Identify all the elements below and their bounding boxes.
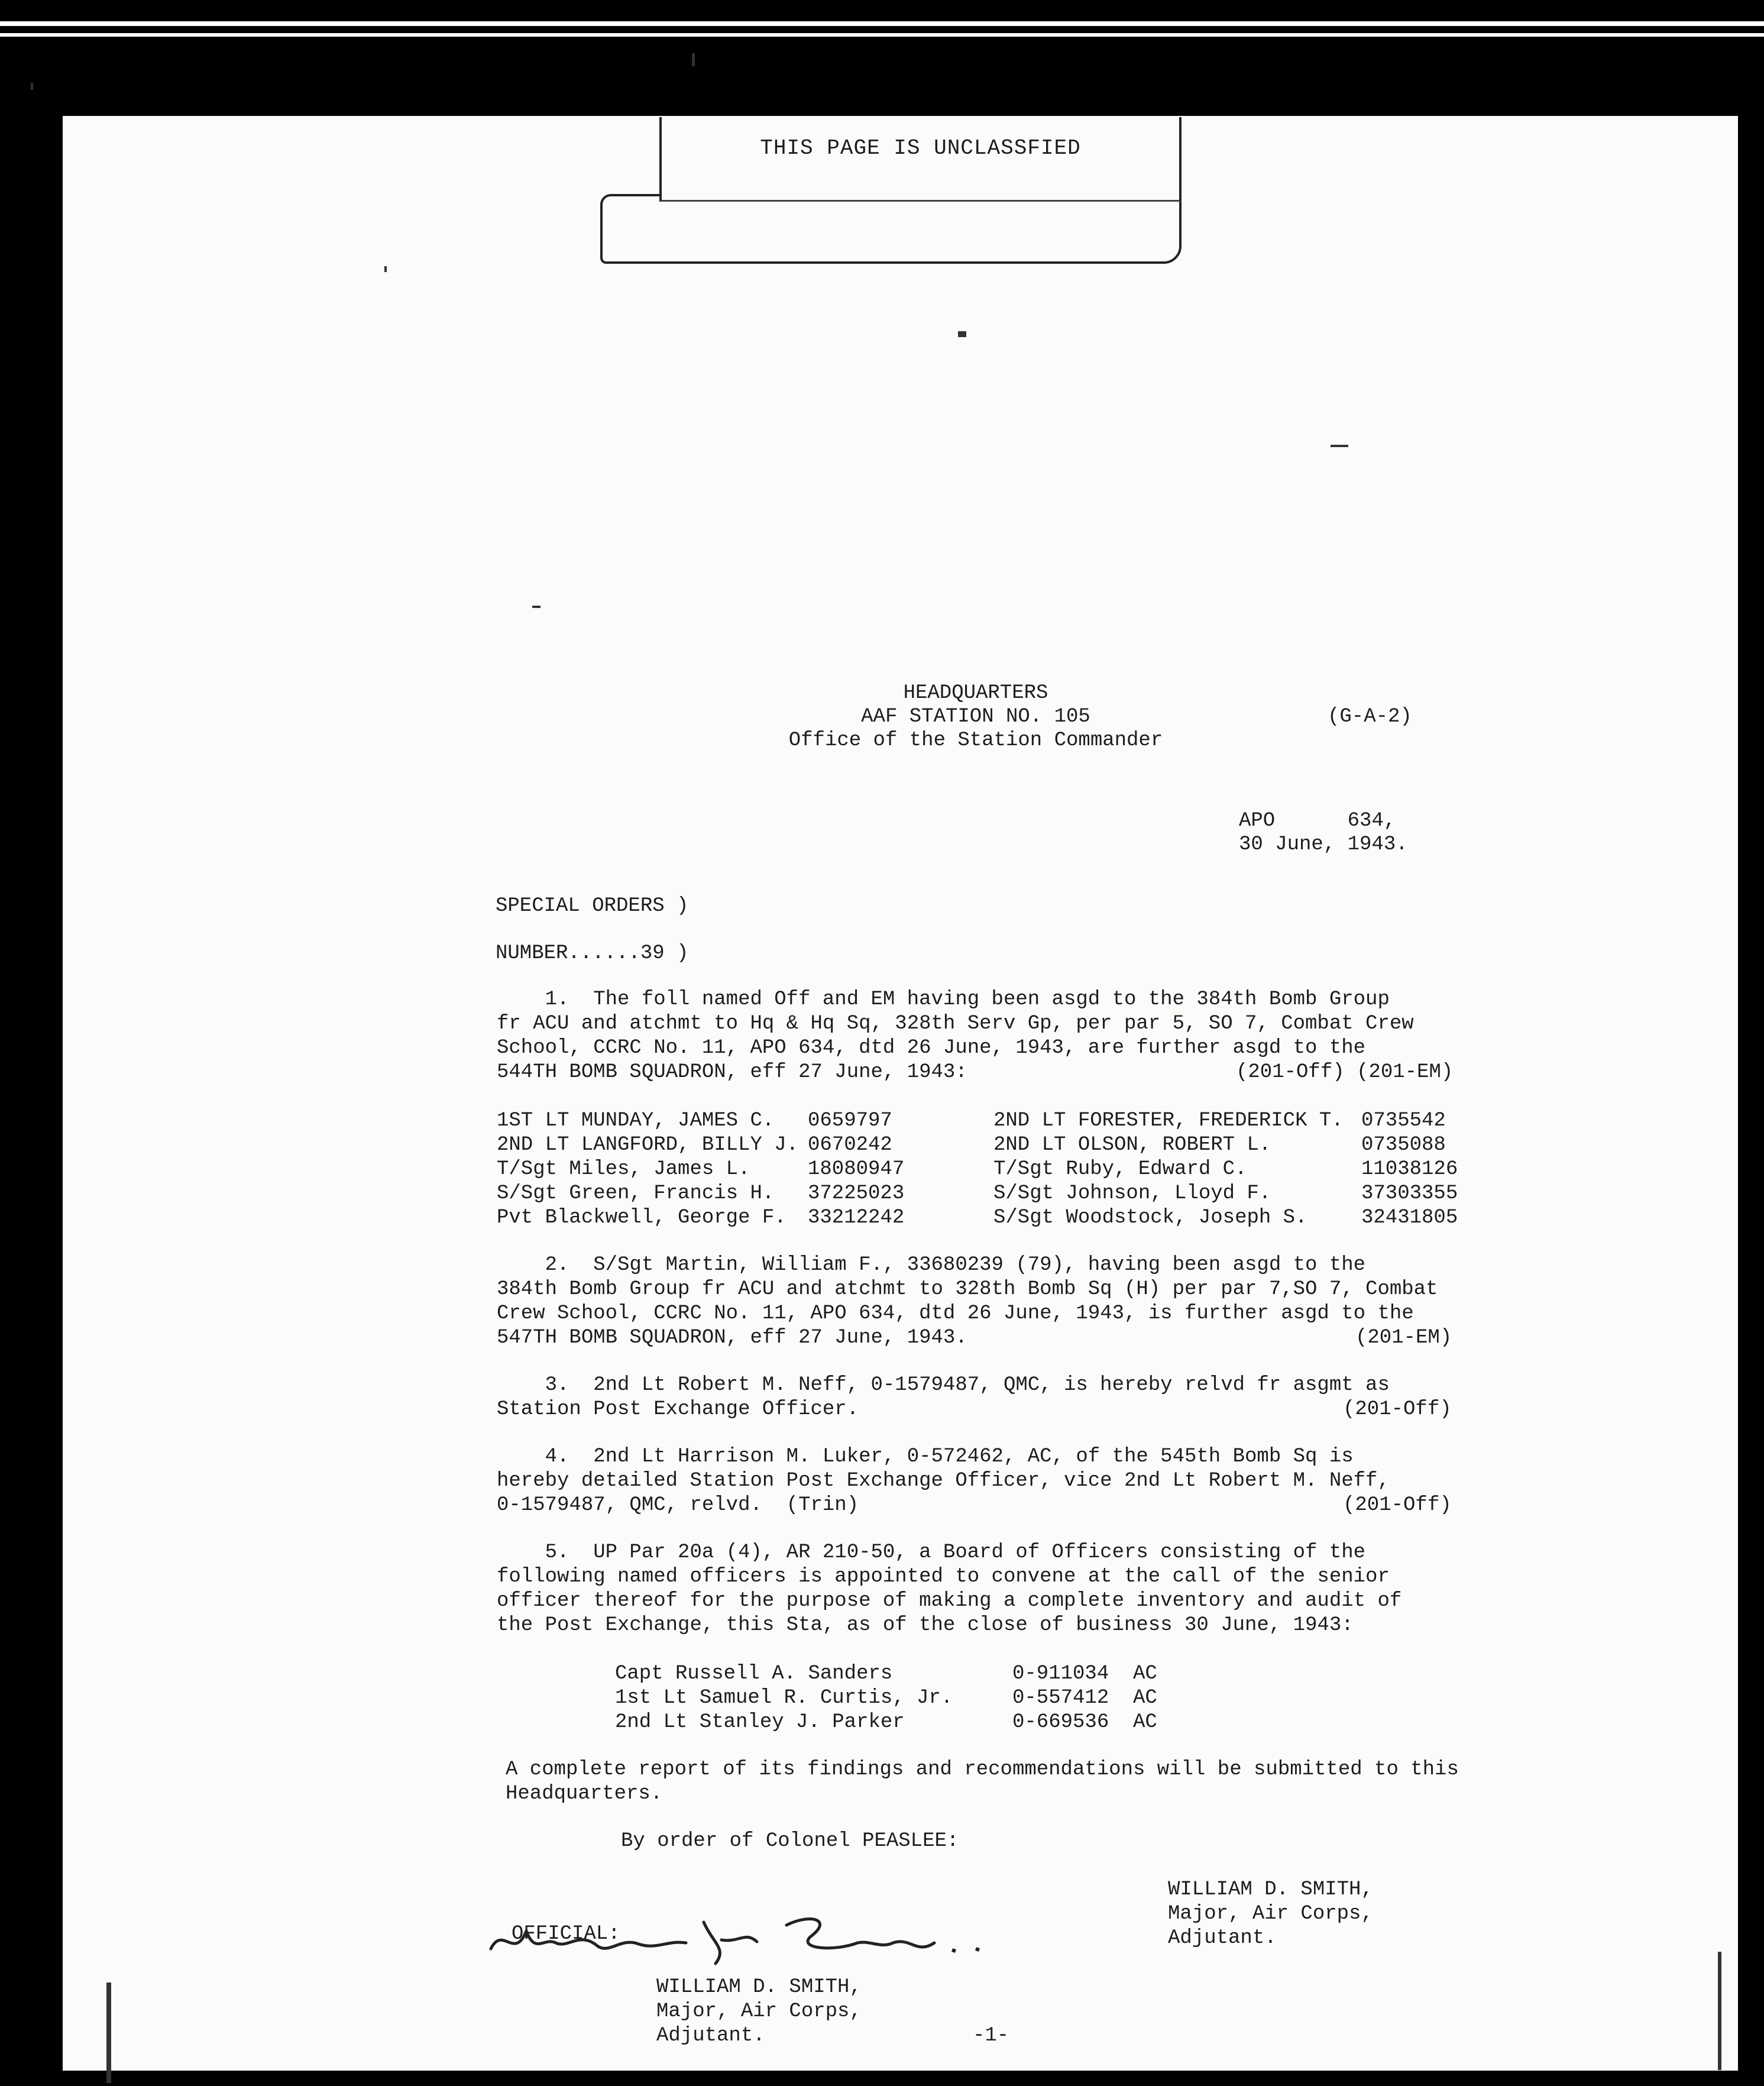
roster-name: Pvt Blackwell, George F. <box>497 1207 786 1229</box>
para3-line: Station Post Exchange Officer. <box>497 1398 859 1421</box>
roster-serial: 37303355 <box>1361 1182 1458 1205</box>
header-reference: (G-A-2) <box>1328 706 1412 728</box>
scan-speck <box>532 606 540 608</box>
board-member-serial: 0-557412 AC <box>1012 1687 1157 1709</box>
board-member-name: 2nd Lt Stanley J. Parker <box>615 1711 905 1734</box>
para1-line: School, CCRC No. 11, APO 634, dtd 26 June, 1943, are further asgd to the <box>497 1037 1366 1059</box>
scan-speck <box>1331 445 1348 447</box>
official-label: OFFICIAL: <box>512 1923 620 1945</box>
roster-name: 2ND LT LANGFORD, BILLY J. <box>497 1134 799 1156</box>
para3-file-ref: (201-Off) <box>1343 1398 1452 1421</box>
stamp-backing <box>600 194 1182 264</box>
scan-speck <box>31 83 33 90</box>
official-rank: Major, Air Corps, <box>656 2000 862 2023</box>
roster-name: T/Sgt Miles, James L. <box>497 1158 750 1181</box>
para5-line: officer thereof for the purpose of making a complete inventory and audit of <box>497 1590 1402 1612</box>
classification-text: THIS PAGE IS UNCLASSFIED <box>760 136 1081 160</box>
header-line-2: AAF STATION NO. 105 <box>861 706 1090 728</box>
date-line: 30 June, 1943. <box>1239 833 1408 856</box>
apo-line: APO 634, <box>1239 810 1396 832</box>
scan-border-top <box>0 0 1764 14</box>
para2-file-ref: (201-EM) <box>1355 1327 1452 1349</box>
para2-line: Crew School, CCRC No. 11, APO 634, dtd 26 June, 1943, is further asgd to the <box>497 1302 1414 1325</box>
para1-line: fr ACU and atchmt to Hq & Hq Sq, 328th Serv Gp, per par 5, SO 7, Combat Crew <box>497 1013 1414 1035</box>
scan-speck <box>1718 1952 1721 2070</box>
para1-file-ref: (201-Off) (201-EM) <box>1236 1061 1454 1084</box>
classification-stamp <box>659 117 1182 202</box>
special-orders-label: SPECIAL ORDERS ) <box>496 895 689 917</box>
signer-rank: Major, Air Corps, <box>1168 1903 1373 1925</box>
scan-speck <box>106 1982 111 2083</box>
roster-serial: 37225023 <box>808 1182 905 1205</box>
roster-serial: 0735088 <box>1361 1134 1446 1156</box>
roster-serial: 0670242 <box>808 1134 892 1156</box>
roster-name: 2ND LT OLSON, ROBERT L. <box>993 1134 1271 1156</box>
para1-line: 544TH BOMB SQUADRON, eff 27 June, 1943: <box>497 1061 967 1084</box>
by-order-line: By order of Colonel PEASLEE: <box>621 1830 959 1852</box>
para5-line: the Post Exchange, this Sta, as of the close of business 30 June, 1943: <box>497 1614 1354 1637</box>
roster-name: S/Sgt Green, Francis H. <box>497 1182 775 1205</box>
para4-file-ref: (201-Off) <box>1343 1494 1452 1516</box>
official-name: WILLIAM D. SMITH, <box>656 1976 862 1998</box>
roster-name: S/Sgt Woodstock, Joseph S. <box>993 1207 1307 1229</box>
scan-rule <box>0 33 1764 37</box>
official-title: Adjutant. <box>656 2024 765 2047</box>
scan-speck <box>384 266 387 272</box>
handwritten-signature <box>479 1907 1011 1972</box>
order-number: NUMBER......39 ) <box>496 942 689 965</box>
header-line-1: HEADQUARTERS <box>903 682 1048 704</box>
page-number: -1- <box>973 2024 1009 2047</box>
roster-serial: 0735542 <box>1361 1110 1446 1132</box>
para5-line: 5. UP Par 20a (4), AR 210-50, a Board of Officers consisting of the <box>497 1541 1366 1564</box>
para4-line: 4. 2nd Lt Harrison M. Luker, 0-572462, AC, of the 545th Bomb Sq is <box>497 1445 1354 1468</box>
closing-line: A complete report of its findings and recommendations will be submitted to this <box>506 1758 1459 1781</box>
board-member-serial: 0-669536 AC <box>1012 1711 1157 1734</box>
para5-line: following named officers is appointed to convene at the call of the senior <box>497 1566 1390 1588</box>
signer-title: Adjutant. <box>1168 1927 1277 1949</box>
header-line-3: Office of the Station Commander <box>788 729 1163 752</box>
roster-name: 1ST LT MUNDAY, JAMES C. <box>497 1110 775 1132</box>
board-member-serial: 0-911034 AC <box>1012 1663 1157 1685</box>
para4-line: 0-1579487, QMC, relvd. (Trin) <box>497 1494 859 1516</box>
para1-line: 1. The foll named Off and EM having been asgd to the 384th Bomb Group <box>497 988 1390 1011</box>
scan-rule <box>0 21 1764 26</box>
para2-line: 384th Bomb Group fr ACU and atchmt to 328th Bomb Sq (H) per par 7,SO 7, Combat <box>497 1278 1438 1301</box>
closing-line: Headquarters. <box>506 1783 663 1805</box>
roster-name: 2ND LT FORESTER, FREDERICK T. <box>993 1110 1344 1132</box>
scan-speck <box>958 331 966 337</box>
scan-speck <box>692 53 695 66</box>
roster-serial: 0659797 <box>808 1110 892 1132</box>
board-member-name: Capt Russell A. Sanders <box>615 1663 893 1685</box>
roster-name: S/Sgt Johnson, Lloyd F. <box>993 1182 1271 1205</box>
para3-line: 3. 2nd Lt Robert M. Neff, 0-1579487, QMC, is hereby relvd fr asgmt as <box>497 1374 1390 1396</box>
signer-name: WILLIAM D. SMITH, <box>1168 1878 1373 1901</box>
para2-line: 2. S/Sgt Martin, William F., 33680239 (79), having been asgd to the <box>497 1254 1366 1276</box>
roster-serial: 32431805 <box>1361 1207 1458 1229</box>
board-member-name: 1st Lt Samuel R. Curtis, Jr. <box>615 1687 953 1709</box>
roster-serial: 11038126 <box>1361 1158 1458 1181</box>
para4-line: hereby detailed Station Post Exchange Officer, vice 2nd Lt Robert M. Neff, <box>497 1470 1390 1492</box>
roster-name: T/Sgt Ruby, Edward C. <box>993 1158 1247 1181</box>
para2-line: 547TH BOMB SQUADRON, eff 27 June, 1943. <box>497 1327 967 1349</box>
roster-serial: 18080947 <box>808 1158 905 1181</box>
roster-serial: 33212242 <box>808 1207 905 1229</box>
